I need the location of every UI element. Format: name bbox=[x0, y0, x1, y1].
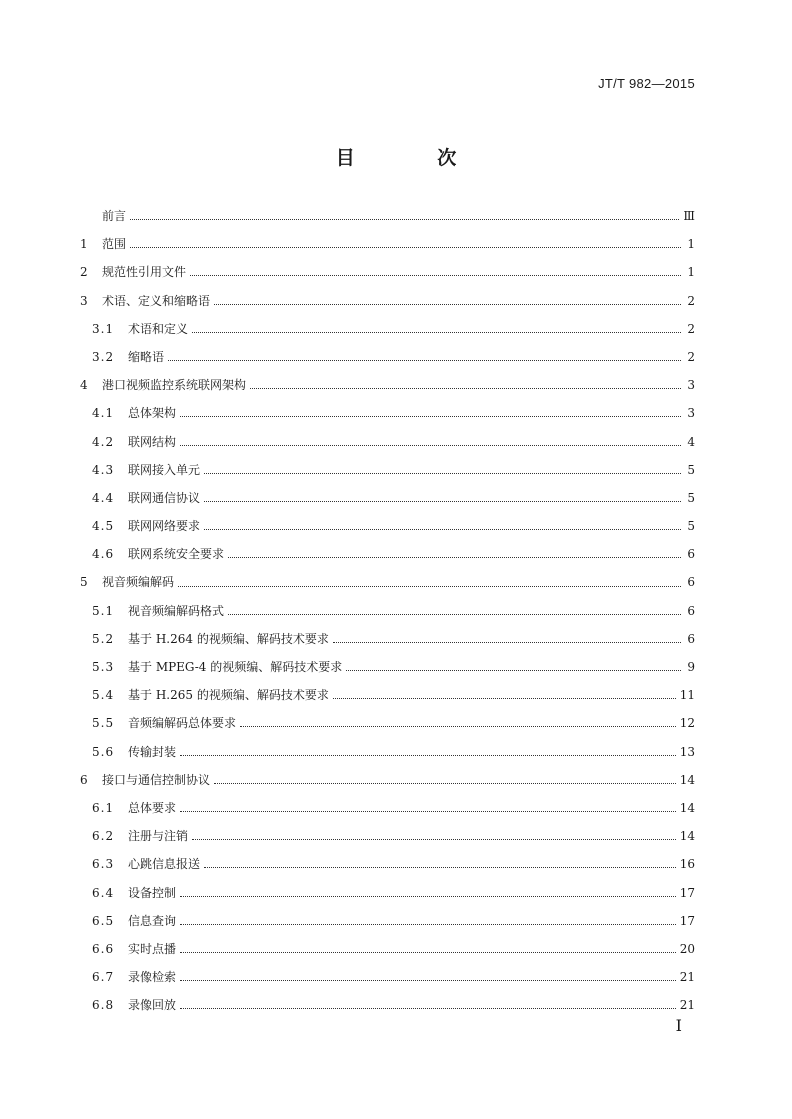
toc-entry[interactable] bbox=[80, 512, 695, 540]
toc-entry-number: 6.2 bbox=[92, 829, 115, 844]
toc-entry[interactable] bbox=[80, 540, 695, 568]
toc-dot-leader bbox=[214, 782, 676, 784]
toc-dot-leader bbox=[180, 951, 676, 953]
toc-entry[interactable] bbox=[80, 597, 695, 625]
toc-entry-page: 21 bbox=[679, 970, 695, 985]
toc-entry-page: 2 bbox=[687, 349, 695, 364]
toc-entry[interactable] bbox=[80, 315, 695, 343]
toc-dot-leader bbox=[130, 218, 679, 220]
toc-dot-leader bbox=[250, 387, 681, 389]
toc-entry-label: 术语和定义 bbox=[128, 321, 189, 336]
toc-entry-label: 基于 H.265 的视频编、解码技术要求 bbox=[128, 688, 329, 703]
toc-entry-page: 5 bbox=[687, 490, 695, 505]
toc-entry-label: 音频编解码总体要求 bbox=[128, 716, 237, 731]
toc-entry-number: 6 bbox=[80, 772, 88, 787]
toc-entry-label: 传输封装 bbox=[128, 744, 177, 759]
toc-entry-label: 心跳信息报送 bbox=[128, 857, 201, 872]
toc-entry[interactable] bbox=[80, 568, 695, 596]
toc-entry-page: 17 bbox=[679, 913, 695, 928]
toc-entry[interactable] bbox=[80, 879, 695, 907]
toc-entry-number: 3 bbox=[80, 293, 88, 308]
toc-entry-label: 联网网络要求 bbox=[128, 519, 201, 534]
toc-entry-label: 联网通信协议 bbox=[128, 490, 201, 505]
toc-entry-label: 注册与注销 bbox=[128, 829, 189, 844]
toc-entry-page: 9 bbox=[687, 660, 695, 674]
toc-entry-page: 14 bbox=[679, 800, 695, 815]
toc-entry-number: 3.2 bbox=[92, 349, 115, 364]
toc-entry-number: 4.5 bbox=[92, 519, 115, 534]
toc-entry-label: 视音频编解码格式 bbox=[128, 603, 225, 618]
toc-entry-page: 1 bbox=[687, 265, 695, 280]
toc-entry[interactable] bbox=[80, 428, 695, 456]
toc-entry-label: 录像回放 bbox=[128, 998, 177, 1013]
toc-entry-number: 5.3 bbox=[92, 660, 115, 674]
toc-entry-number: 5.2 bbox=[92, 631, 115, 646]
toc-entry-page: 16 bbox=[679, 857, 695, 872]
toc-entry-page: 5 bbox=[687, 519, 695, 534]
toc-entry-number: 1 bbox=[80, 237, 88, 252]
toc-entry-label: 视音频编解码 bbox=[102, 575, 175, 590]
toc-entry-label: 总体架构 bbox=[128, 406, 177, 421]
toc-dot-leader bbox=[204, 472, 681, 474]
page-number: Ⅰ bbox=[675, 1018, 682, 1035]
toc-entry-number: 3.1 bbox=[92, 321, 115, 336]
toc-entry-page: 1 bbox=[687, 237, 695, 252]
toc-entry-label: 联网结构 bbox=[128, 434, 177, 449]
table-of-contents bbox=[80, 202, 695, 1019]
toc-entry[interactable] bbox=[80, 287, 695, 315]
toc-entry-label: 录像检索 bbox=[128, 970, 177, 985]
toc-entry-page: 20 bbox=[679, 941, 695, 956]
toc-entry-page: 11 bbox=[679, 688, 695, 703]
toc-entry-number: 6.3 bbox=[92, 857, 115, 872]
page-title: 目 次 bbox=[335, 147, 495, 169]
toc-dot-leader bbox=[180, 810, 676, 812]
toc-entry[interactable] bbox=[80, 202, 695, 230]
toc-entry[interactable] bbox=[80, 230, 695, 258]
toc-entry-page: 6 bbox=[687, 631, 695, 646]
toc-entry[interactable] bbox=[80, 625, 695, 653]
toc-entry-page: 4 bbox=[687, 434, 695, 449]
toc-entry-page: 2 bbox=[687, 321, 695, 336]
toc-entry-number: 5.4 bbox=[92, 688, 115, 703]
toc-dot-leader bbox=[346, 669, 681, 671]
toc-dot-leader bbox=[240, 725, 676, 727]
toc-entry-label: 信息查询 bbox=[128, 913, 177, 928]
toc-dot-leader bbox=[178, 585, 681, 587]
toc-dot-leader bbox=[168, 359, 681, 361]
toc-entry[interactable] bbox=[80, 794, 695, 822]
toc-entry-label: 前言 bbox=[102, 209, 127, 223]
toc-entry-page: 12 bbox=[679, 716, 695, 731]
toc-entry[interactable] bbox=[80, 371, 695, 399]
toc-entry-label: 设备控制 bbox=[128, 885, 177, 900]
toc-entry-label: 基于 MPEG-4 的视频编、解码技术要求 bbox=[128, 660, 343, 674]
toc-entry-label: 总体要求 bbox=[128, 800, 177, 815]
toc-entry-number: 4.3 bbox=[92, 462, 115, 477]
toc-dot-leader bbox=[180, 444, 681, 446]
toc-entry[interactable] bbox=[80, 738, 695, 766]
toc-entry-number: 6.6 bbox=[92, 941, 115, 956]
toc-dot-leader bbox=[180, 1007, 676, 1009]
toc-entry[interactable] bbox=[80, 258, 695, 286]
toc-entry-page: 6 bbox=[687, 603, 695, 618]
toc-dot-leader bbox=[180, 979, 676, 981]
toc-entry-label: 联网接入单元 bbox=[128, 462, 201, 477]
toc-dot-leader bbox=[204, 500, 681, 502]
toc-entry-label: 缩略语 bbox=[128, 349, 165, 364]
toc-entry-label: 基于 H.264 的视频编、解码技术要求 bbox=[128, 631, 329, 646]
toc-entry-page: 2 bbox=[687, 293, 695, 308]
toc-entry-page: 13 bbox=[679, 744, 695, 759]
toc-dot-leader bbox=[180, 923, 676, 925]
toc-entry-page: 6 bbox=[687, 575, 695, 590]
toc-entry-page: 17 bbox=[679, 885, 695, 900]
toc-entry[interactable] bbox=[80, 822, 695, 850]
toc-entry-number: 4.1 bbox=[92, 406, 115, 421]
toc-entry[interactable] bbox=[80, 850, 695, 878]
toc-entry-number: 5 bbox=[80, 575, 88, 590]
toc-entry[interactable] bbox=[80, 907, 695, 935]
toc-dot-leader bbox=[204, 528, 681, 530]
toc-entry[interactable] bbox=[80, 681, 695, 709]
toc-entry-label: 联网系统安全要求 bbox=[128, 547, 225, 562]
toc-dot-leader bbox=[228, 613, 681, 615]
toc-entry[interactable] bbox=[80, 343, 695, 371]
toc-entry[interactable] bbox=[80, 399, 695, 427]
toc-dot-leader bbox=[204, 866, 676, 868]
toc-entry-page: 14 bbox=[679, 772, 695, 787]
toc-entry-number: 4.6 bbox=[92, 547, 115, 562]
toc-entry-label: 规范性引用文件 bbox=[102, 265, 187, 280]
toc-entry[interactable] bbox=[80, 963, 695, 991]
toc-entry-page: 21 bbox=[679, 998, 695, 1013]
toc-dot-leader bbox=[228, 556, 681, 558]
toc-dot-leader bbox=[130, 246, 681, 248]
toc-dot-leader bbox=[180, 415, 681, 417]
toc-dot-leader bbox=[333, 641, 681, 643]
standard-code: JT/T 982—2015 bbox=[598, 76, 695, 91]
toc-dot-leader bbox=[192, 331, 681, 333]
toc-entry-number: 6.5 bbox=[92, 913, 115, 928]
toc-entry[interactable] bbox=[80, 709, 695, 737]
toc-dot-leader bbox=[214, 303, 681, 305]
toc-entry-number: 5.6 bbox=[92, 744, 115, 759]
toc-entry[interactable] bbox=[80, 484, 695, 512]
toc-entry-number: 6.4 bbox=[92, 885, 115, 900]
toc-entry-label: 接口与通信控制协议 bbox=[102, 772, 211, 787]
toc-entry-number: 4 bbox=[80, 378, 88, 393]
toc-dot-leader bbox=[190, 274, 681, 276]
toc-entry-number: 5.5 bbox=[92, 716, 115, 731]
toc-dot-leader bbox=[180, 754, 676, 756]
toc-dot-leader bbox=[333, 697, 676, 699]
toc-dot-leader bbox=[192, 838, 676, 840]
toc-entry-number: 2 bbox=[80, 265, 88, 280]
toc-entry-page: 5 bbox=[687, 462, 695, 477]
toc-entry-page: Ⅲ bbox=[683, 209, 695, 223]
toc-entry-page: 3 bbox=[687, 378, 695, 393]
toc-entry-page: 3 bbox=[687, 406, 695, 421]
toc-entry[interactable] bbox=[80, 766, 695, 794]
toc-entry[interactable] bbox=[80, 935, 695, 963]
toc-dot-leader bbox=[180, 895, 676, 897]
toc-entry-page: 6 bbox=[687, 547, 695, 562]
toc-entry-label: 术语、定义和缩略语 bbox=[102, 293, 211, 308]
toc-entry[interactable] bbox=[80, 991, 695, 1019]
toc-entry-page: 14 bbox=[679, 829, 695, 844]
toc-entry-label: 范围 bbox=[102, 237, 127, 252]
toc-entry-number: 4.4 bbox=[92, 490, 115, 505]
toc-entry-label: 港口视频监控系统联网架构 bbox=[102, 378, 247, 393]
toc-entry-number: 6.7 bbox=[92, 970, 115, 985]
toc-entry-label: 实时点播 bbox=[128, 941, 177, 956]
toc-entry-number: 6.8 bbox=[92, 998, 115, 1013]
toc-entry-number: 6.1 bbox=[92, 800, 115, 815]
toc-entry[interactable] bbox=[80, 456, 695, 484]
toc-entry-number: 5.1 bbox=[92, 603, 115, 618]
toc-entry[interactable] bbox=[80, 653, 695, 681]
toc-entry-number: 4.2 bbox=[92, 434, 115, 449]
